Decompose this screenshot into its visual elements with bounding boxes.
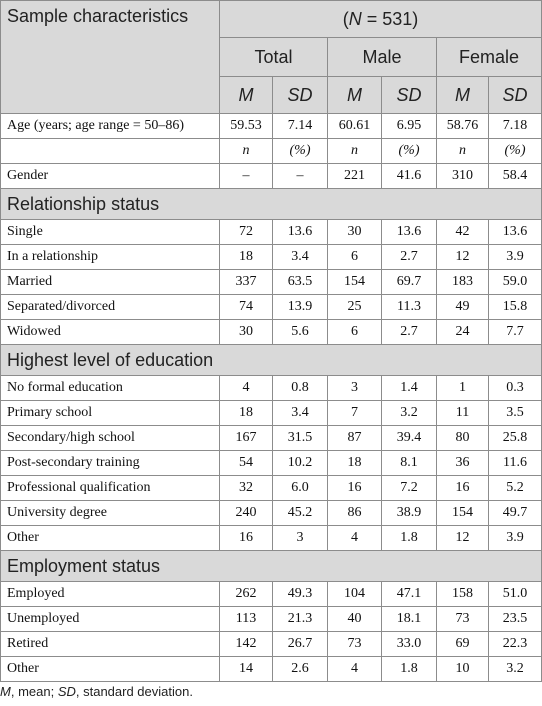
table-cell: 3.4 <box>273 401 328 426</box>
table-cell: 87 <box>328 426 382 451</box>
sample-size-prefix: ( <box>342 8 349 29</box>
table-cell: 154 <box>437 501 489 526</box>
table-cell: 4 <box>220 376 273 401</box>
sample-size-symbol: N <box>348 8 362 29</box>
table-cell: 13.6 <box>273 220 328 245</box>
table-cell: 16 <box>437 476 489 501</box>
table-cell: 36 <box>437 451 489 476</box>
table-cell: n <box>328 139 382 164</box>
table-cell: 51.0 <box>489 582 542 607</box>
table-cell: 3.2 <box>382 401 437 426</box>
section-header-row <box>1 345 542 376</box>
table-cell: 1.8 <box>382 657 437 682</box>
table-cell: 54 <box>220 451 273 476</box>
table-cell: 49.3 <box>273 582 328 607</box>
table-cell: – <box>273 164 328 189</box>
row-label: Retired <box>1 632 220 657</box>
table-row <box>1 295 542 320</box>
table-cell: 69 <box>437 632 489 657</box>
table-cell: 240 <box>220 501 273 526</box>
row-label: Employed <box>1 582 220 607</box>
table-cell: 2.7 <box>382 245 437 270</box>
table-cell: 30 <box>328 220 382 245</box>
row-label: In a relationship <box>1 245 220 270</box>
table-cell: 38.9 <box>382 501 437 526</box>
table-row <box>1 320 542 345</box>
header-group-male: Male <box>328 38 437 77</box>
row-label <box>1 139 220 164</box>
table-cell: 74 <box>220 295 273 320</box>
sample-size-value: = 531) <box>361 8 419 29</box>
table-cell: 7.2 <box>382 476 437 501</box>
table-cell: 80 <box>437 426 489 451</box>
table-cell: 18 <box>328 451 382 476</box>
section-header: Relationship status <box>1 189 542 220</box>
header-stat: M <box>220 77 273 114</box>
table-cell: 3.4 <box>273 245 328 270</box>
table-cell: 2.6 <box>273 657 328 682</box>
table-cell: 16 <box>328 476 382 501</box>
table-cell: 18.1 <box>382 607 437 632</box>
table-cell: 262 <box>220 582 273 607</box>
header-sample-size <box>220 1 542 38</box>
table-row <box>1 270 542 295</box>
table-row <box>1 245 542 270</box>
table-cell: 60.61 <box>328 114 382 139</box>
table-row <box>1 401 542 426</box>
table-cell: 45.2 <box>273 501 328 526</box>
table-row <box>1 220 542 245</box>
table-cell: 3.9 <box>489 245 542 270</box>
units-row <box>1 139 542 164</box>
table-cell: 5.2 <box>489 476 542 501</box>
table-cell: 8.1 <box>382 451 437 476</box>
table-cell: 31.5 <box>273 426 328 451</box>
table-cell: 73 <box>328 632 382 657</box>
table-cell: – <box>220 164 273 189</box>
table-cell: 1.8 <box>382 526 437 551</box>
table-cell: 183 <box>437 270 489 295</box>
table-row <box>1 607 542 632</box>
row-label: Professional qualification <box>1 476 220 501</box>
table-row <box>1 632 542 657</box>
table-cell: n <box>437 139 489 164</box>
header-group-female: Female <box>437 38 542 77</box>
table-cell: 1.4 <box>382 376 437 401</box>
table-row <box>1 426 542 451</box>
table-cell: 3 <box>273 526 328 551</box>
table-cell: 30 <box>220 320 273 345</box>
row-label: Primary school <box>1 401 220 426</box>
header-stat: SD <box>273 77 328 114</box>
table-cell: 7.7 <box>489 320 542 345</box>
row-label: Other <box>1 526 220 551</box>
table-cell: 23.5 <box>489 607 542 632</box>
table-cell: 4 <box>328 657 382 682</box>
table-cell: 24 <box>437 320 489 345</box>
row-label: Secondary/high school <box>1 426 220 451</box>
header-stat: M <box>437 77 489 114</box>
footnote-mean-text: , mean; <box>10 684 58 699</box>
table-cell: 63.5 <box>273 270 328 295</box>
section-header-row <box>1 189 542 220</box>
table-cell: 49.7 <box>489 501 542 526</box>
table-cell: 10 <box>437 657 489 682</box>
table-cell: 104 <box>328 582 382 607</box>
table-cell: 0.8 <box>273 376 328 401</box>
footnote-mean-symbol: M <box>0 684 11 699</box>
table-row <box>1 657 542 682</box>
table-cell: 142 <box>220 632 273 657</box>
header-group-total: Total <box>220 38 328 77</box>
table-row <box>1 376 542 401</box>
table-cell: 13.9 <box>273 295 328 320</box>
table-cell: 11.3 <box>382 295 437 320</box>
table-cell: 3.9 <box>489 526 542 551</box>
table-cell: 25 <box>328 295 382 320</box>
table-cell: 25.8 <box>489 426 542 451</box>
table-cell: 59.0 <box>489 270 542 295</box>
table-cell: 4 <box>328 526 382 551</box>
table-cell: 26.7 <box>273 632 328 657</box>
row-label: Widowed <box>1 320 220 345</box>
row-label: Unemployed <box>1 607 220 632</box>
table-cell: 6.95 <box>382 114 437 139</box>
footnote-sd-symbol: SD <box>57 684 76 699</box>
table-cell: 3.2 <box>489 657 542 682</box>
table-cell: 33.0 <box>382 632 437 657</box>
table-cell: 6 <box>328 320 382 345</box>
table-row <box>1 526 542 551</box>
table-cell: (%) <box>382 139 437 164</box>
table-cell: 21.3 <box>273 607 328 632</box>
table-cell: 59.53 <box>220 114 273 139</box>
row-label: Post-secondary training <box>1 451 220 476</box>
row-label: University degree <box>1 501 220 526</box>
table-cell: n <box>220 139 273 164</box>
table-cell: 15.8 <box>489 295 542 320</box>
table-cell: 39.4 <box>382 426 437 451</box>
table-row <box>1 114 542 139</box>
table-cell: 12 <box>437 526 489 551</box>
table-cell: 32 <box>220 476 273 501</box>
table-cell: 58.4 <box>489 164 542 189</box>
table-row <box>1 164 542 189</box>
table-cell: 5.6 <box>273 320 328 345</box>
table-cell: 22.3 <box>489 632 542 657</box>
table-cell: 14 <box>220 657 273 682</box>
table-cell: 154 <box>328 270 382 295</box>
header-stat: SD <box>382 77 437 114</box>
table-row <box>1 582 542 607</box>
table-cell: 7.18 <box>489 114 542 139</box>
table-cell: 2.7 <box>382 320 437 345</box>
header-stat: SD <box>489 77 542 114</box>
table-cell: 18 <box>220 245 273 270</box>
table-cell: 3.5 <box>489 401 542 426</box>
header-row-sample-size <box>1 1 542 38</box>
table-cell: 47.1 <box>382 582 437 607</box>
table-cell: 7 <box>328 401 382 426</box>
table-row <box>1 451 542 476</box>
table-body <box>1 114 542 682</box>
row-label: Single <box>1 220 220 245</box>
table-cell: 72 <box>220 220 273 245</box>
table-cell: 113 <box>220 607 273 632</box>
row-label: Age (years; age range = 50–86) <box>1 114 220 139</box>
table-cell: 12 <box>437 245 489 270</box>
table-cell: 6.0 <box>273 476 328 501</box>
table-row <box>1 476 542 501</box>
table-cell: (%) <box>273 139 328 164</box>
table-cell: 49 <box>437 295 489 320</box>
table-cell: 41.6 <box>382 164 437 189</box>
table-cell: 10.2 <box>273 451 328 476</box>
table-cell: 86 <box>328 501 382 526</box>
table-cell: 58.76 <box>437 114 489 139</box>
table-cell: 158 <box>437 582 489 607</box>
table-footnote <box>0 684 193 699</box>
table-cell: 6 <box>328 245 382 270</box>
table-cell: 3 <box>328 376 382 401</box>
row-label: Gender <box>1 164 220 189</box>
table-cell: 1 <box>437 376 489 401</box>
table-cell: 69.7 <box>382 270 437 295</box>
table-cell: 13.6 <box>489 220 542 245</box>
table-cell: 16 <box>220 526 273 551</box>
header-stat: M <box>328 77 382 114</box>
table-cell: 221 <box>328 164 382 189</box>
section-header-row <box>1 551 542 582</box>
table-cell: 11 <box>437 401 489 426</box>
header-sample-characteristics: Sample characteristics <box>1 1 220 114</box>
row-label: Other <box>1 657 220 682</box>
table-row <box>1 501 542 526</box>
table-cell: 11.6 <box>489 451 542 476</box>
footnote-sd-text: , standard deviation. <box>75 684 193 699</box>
row-label: No formal education <box>1 376 220 401</box>
section-header: Highest level of education <box>1 345 542 376</box>
table-cell: 310 <box>437 164 489 189</box>
row-label: Married <box>1 270 220 295</box>
table-cell: 167 <box>220 426 273 451</box>
table-cell: (%) <box>489 139 542 164</box>
section-header: Employment status <box>1 551 542 582</box>
table-cell: 73 <box>437 607 489 632</box>
table-cell: 7.14 <box>273 114 328 139</box>
table-cell: 0.3 <box>489 376 542 401</box>
table-cell: 42 <box>437 220 489 245</box>
table-cell: 18 <box>220 401 273 426</box>
table-cell: 40 <box>328 607 382 632</box>
row-label: Separated/divorced <box>1 295 220 320</box>
table-cell: 337 <box>220 270 273 295</box>
table-cell: 13.6 <box>382 220 437 245</box>
